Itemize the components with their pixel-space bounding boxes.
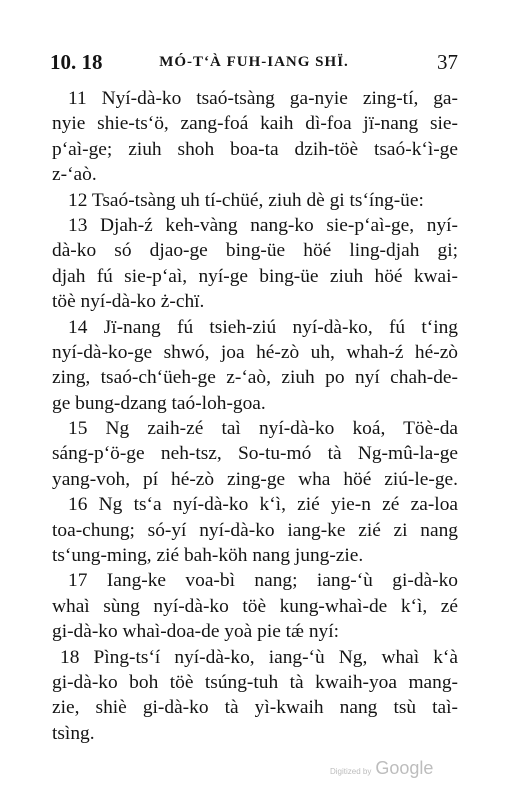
text-line: 17 Iang-ke voa-bì nang; iang-‘ù gi-dà-ko	[68, 570, 458, 592]
text-line: gi-dà-ko whaì-doa-de yoà pie tǽ nyí:	[52, 621, 340, 643]
text-line: ts‘ung-ming, zié bah-köh nang jung-zie.	[52, 545, 364, 567]
text-line: gi-dà-ko boh töè tsúng-tuh tà kwaih-yoa mang-	[52, 671, 458, 693]
text-line: z-‘aò.	[52, 164, 97, 186]
text-line: nyí-dà-ko-ge shwó, joa hé-zò uh, whah-ź hé-zò	[52, 341, 458, 363]
text-line: sáng-p‘ö-ge neh-tsz, So-tu-mó tà Ng-mû-la-ge	[52, 443, 458, 465]
text-line: zing, tsaó-ch‘üeh-ge z-‘aò, ziuh po nyí chah-de-	[52, 367, 458, 389]
running-header	[50, 50, 458, 76]
text-line: nyie shie-ts‘ö, zang-foá kaih dì-foa jï-nang sie-	[52, 113, 458, 135]
digitized-by-label: Digitized by	[330, 767, 372, 776]
text-line: yang-voh, pí hé-zò zing-ge wha höé ziú-le-ge.	[52, 468, 458, 490]
text-line: 16 Ng ts‘a nyí-dà-ko k‘ì, zié yie-n zé za-loa	[68, 494, 458, 516]
digitized-watermark	[330, 758, 433, 779]
text-line: zie, shiè gi-dà-ko tà yì-kwaih nang tsù taì-	[52, 697, 458, 719]
verse-text	[52, 86, 458, 746]
text-line: p‘aì-ge; ziuh shoh boa-ta dzih-töè tsaó-k‘ì-ge	[52, 138, 458, 160]
text-line: 13 Djah-ź keh-vàng nang-ko sie-p‘aì-ge, nyí-	[68, 214, 458, 236]
text-line: 15 Ng zaih-zé taì nyí-dà-ko koá, Töè-da	[68, 418, 458, 440]
text-line: tsìng.	[52, 722, 95, 744]
text-line: whaì sùng nyí-dà-ko töè kung-whaì-de k‘ì, zé	[52, 595, 458, 617]
text-line: 12 Tsaó-tsàng uh tí-chüé, ziuh dè gi ts‘íng-üe:	[68, 189, 424, 211]
google-logo: Google	[375, 758, 434, 778]
chapter-verse-ref: 10. 18	[50, 50, 103, 74]
book-title: MÓ-T‘À FUH-IANG SHÏ.	[159, 54, 349, 70]
text-line: 18 Pìng-ts‘í nyí-dà-ko, iang-‘ù Ng, whaì k‘à	[60, 646, 458, 668]
text-line: djah fú sie-p‘aì, nyí-ge bing-üe ziuh höé kwai-	[52, 265, 458, 287]
text-line: 11 Nyí-dà-ko tsaó-tsàng ga-nyie zing-tí, ga-	[68, 88, 458, 109]
text-line: 14 Jï-nang fú tsieh-ziú nyí-dà-ko, fú t‘ing	[68, 316, 458, 338]
text-line: toa-chung; só-yí nyí-dà-ko iang-ke zié zi nang	[52, 519, 458, 541]
text-line: töè nyí-dà-ko ż-chï.	[52, 291, 205, 313]
page-number: 37	[437, 50, 458, 74]
text-line: dà-ko só djao-ge bing-üe höé ling-djah gi;	[52, 240, 458, 262]
text-line: ge bung-dzang taó-loh-goa.	[52, 392, 266, 414]
